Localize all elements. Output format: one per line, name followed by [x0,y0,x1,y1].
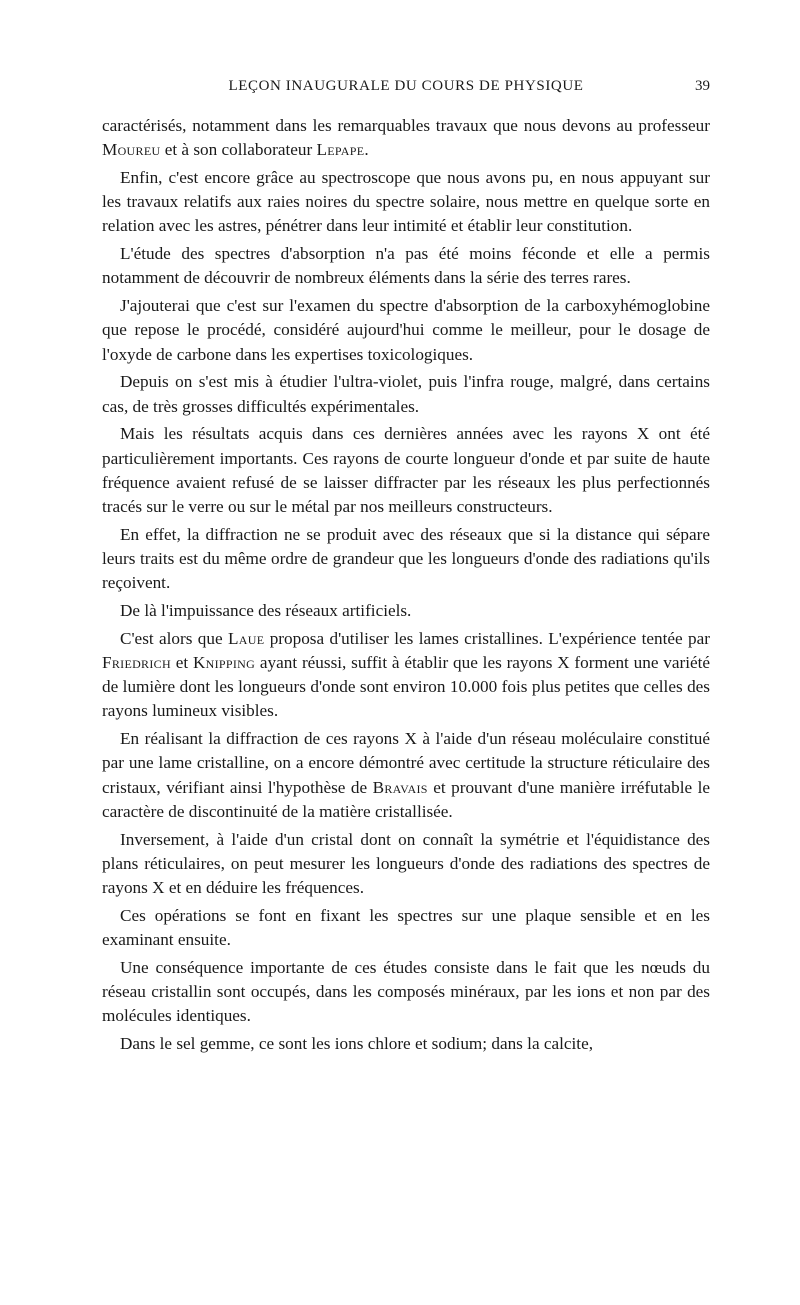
paragraph-text: et [170,653,193,673]
paragraph [102,599,710,623]
paragraph [102,294,710,367]
running-head [102,78,710,102]
paragraph [102,422,710,519]
author-name: Friedrich [102,653,171,673]
paragraph-text: caractérisés, notamment dans les remarquables travaux que nous devons au professeur [102,116,710,135]
author-name: Knipping [192,653,256,673]
paragraph [102,1032,710,1056]
paragraph [102,242,710,290]
paragraph-text: C'est alors que [120,628,228,648]
paragraph-text: Dans le sel gemme, ce sont les ions chlore et sodium; dans la calcite, [120,1034,594,1054]
paragraph [102,627,710,724]
paragraph [102,904,710,952]
paragraph-text: . [364,140,369,160]
paragraph [102,523,710,596]
paragraph [102,727,710,824]
paragraph-text: L'étude des spectres d'absorption n'a pas été moins féconde et elle a permis notamment de découvrir de nombreux éléments dans la série des terres rares. [102,244,710,288]
paragraph-text: En réalisant la diffraction de ces rayons X à l'aide d'un réseau moléculaire constitué par une lame cristalline, on a encore démontré avec certitude la structure réticulaire des cristaux, vérifiant ainsi l'hypothèse de [102,729,710,797]
paragraph-text: Depuis on s'est mis à étudier l'ultra-violet, puis l'infra rouge, malgré, dans certains cas, de très grosses difficultés expérimentales. [102,372,710,416]
paragraph-text: Une conséquence importante de ces études consiste dans le fait que les nœuds du réseau cristallin sont occupés, dans les composés minéraux, par les ions et non par des molécules identiques. [102,957,710,1026]
running-title: LEÇON INAUGURALE DU COURS DE PHYSIQUE [228,78,584,94]
paragraph [102,114,710,162]
page-number: 39 [695,78,710,94]
paragraph-text: Mais les résultats acquis dans ces dernières années avec les rayons X ont été particulièrement importants. Ces rayons de courte longueur d'onde et par suite de haute fréquence avaient refusé de se laisser diffracter par les réseaux les plus perfectionnés tracés sur le verre ou sur le métal par nos meilleurs constructeurs. [102,424,710,517]
paragraph-text: De là l'impuissance des réseaux artificiels. [120,601,412,621]
paragraph [102,166,710,239]
paragraph [102,956,710,1029]
paragraph-text: Ces opérations se font en fixant les spectres sur une plaque sensible et en les examinant ensuite. [102,905,710,950]
paragraph-text: et prouvant d'une manière irréfutable le caractère de discontinuité de la matière cristallisée. [102,777,711,821]
author-name: Moureu [102,140,161,160]
paragraph-text: Enfin, c'est encore grâce au spectroscope que nous avons pu, en nous appuyant sur les travaux relatifs aux raies noires du spectre solaire, nous mettre en quelque sorte en relation avec les astres, pénétrer dans leur intimité et établir leur constitution. [102,168,710,236]
author-name: Lepape [316,140,365,160]
paragraph-text: Inversement, à l'aide d'un cristal dont on connaît la symétrie et l'équidistance des plans réticulaires, on peut mesurer les longueurs d'onde des radiations des spectres de rayons X et en déduire les fréquences. [102,829,710,898]
paragraph [102,828,710,901]
paragraph-text: proposa d'utiliser les lames cristallines. L'expérience tentée par [264,628,710,648]
author-name: Bravais [372,777,428,797]
paragraph-text: et à son collaborateur [160,140,317,160]
paragraph [102,370,710,418]
author-name: Laue [227,628,265,648]
paragraph-text: J'ajouterai que c'est sur l'examen du spectre d'absorption de la carboxyhémoglobine que repose le procédé, considéré aujourd'hui comme le meilleur, pour le dosage de l'oxyde de carbone dans les expertises toxicologiques. [102,296,710,364]
paragraph-text: ayant réussi, suffit à établir que les rayons X forment une variété de lumière dont les longueurs d'onde sont environ 10.000 fois plus petites que celles des rayons lumineux visibles. [102,653,710,721]
body-text [102,114,710,1060]
paragraph-text: En effet, la diffraction ne se produit avec des réseaux que si la distance qui sépare leurs traits est du même ordre de grandeur que les longueurs d'onde des radiations qu'ils reçoivent. [102,524,710,593]
